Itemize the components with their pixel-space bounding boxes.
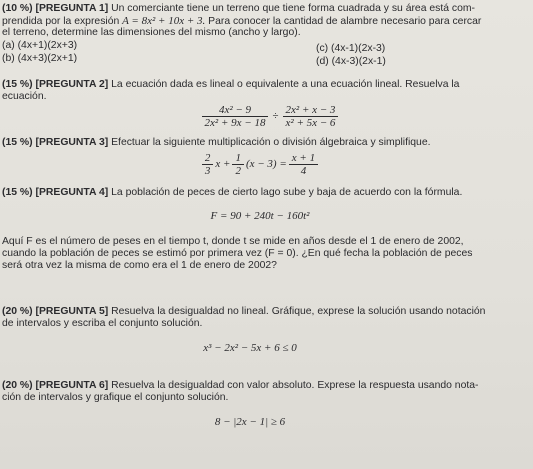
q3-line-1 [2,137,431,149]
q2-text-1: La ecuación dada es lineal o equivalente a una ecuación lineal. Resuelva la [108,79,460,90]
q3-fraction-2-denominator: 2 [235,165,241,177]
q2-fraction-1-numerator: 4x² − 9 [202,104,269,117]
q2-fraction-2-numerator: 2x² + x − 3 [283,104,339,117]
q2-fraction-1 [202,104,269,129]
q1-option-b-text: (b) (4x+3)(2x+1) [2,53,78,64]
q1-text-1: Un comerciante tiene un terreno que tiene forma cuadrada y su área está com- [108,3,475,14]
q3-fraction-1 [202,152,214,177]
q2-fraction-1-denominator: 2x² + 9x − 18 [204,117,266,129]
q2-text-2: ecuación. [2,91,47,102]
q4-text-1: La población de peces de cierto lago sube y baja de acuerdo con la fórmula. [108,187,463,198]
q4-text-b: cuando la población de peces se estimó por primera vez (F = 0). ¿En qué fecha la población de peces [2,248,473,259]
q6-text-2: ción de intervalos y grafique el conjunto solución. [2,392,229,403]
q6-line-2 [2,392,228,404]
q1-text-2b: Para conocer la cantidad de alambre necesario para cercar [205,16,482,27]
q5-text-2: de intervalos y escriba el conjunto solución. [2,318,203,329]
q1-line-3 [2,27,301,39]
q1-option-c-text: (c) (4x-1)(2x-3) [316,43,386,54]
q1-option-d-text: (d) (4x-3)(2x-1) [316,56,386,67]
q4-text-a: Aquí F es el número de peses en el tiempo t, donde t se mide en años desde el 1 de enero de 2002, [2,236,464,247]
q4-line-1 [2,187,462,199]
q3-fraction-3 [289,152,318,177]
q5-inequality: x³ − 2x² − 5x + 6 ≤ 0 [203,342,297,354]
q4-heading: (15 %) [PREGUNTA 4] [2,187,109,198]
q3-fraction-1-numerator: 2 [202,152,214,165]
q1-text-2a: prendida por la expresión [2,16,123,27]
q1-option-d [316,56,386,68]
q3-fraction-1-denominator: 3 [204,165,211,177]
q1-text-3: el terreno, determine las dimensiones del mismo (ancho y largo). [2,27,301,38]
q1-option-a-text: (a) (4x+1)(2x+3) [2,40,78,51]
q2-division-sign: ÷ [272,110,279,123]
q1-line-1 [2,3,475,15]
q4-text-c: será otra vez la misma de como era el 1 de enero de 2002? [2,260,277,271]
q6-line-1 [2,380,479,392]
q1-area-expression: A = 8x² + 10x + 3. [122,15,206,27]
q3-fraction-3-numerator: x + 1 [289,152,318,165]
q5-line-2 [2,318,202,330]
q2-line-1 [2,79,459,91]
q5-heading: (20 %) [PREGUNTA 5] [2,306,109,317]
q3-fraction-3-denominator: 4 [300,165,307,177]
q2-line-2 [2,91,46,103]
q4-line-a [2,236,464,248]
q2-fraction-2-denominator: x² + 5x − 6 [285,117,336,129]
q6-inequality: 8 − |2x − 1| ≥ 6 [214,416,286,428]
q2-heading: (15 %) [PREGUNTA 2] [2,79,109,90]
q3-equation [180,152,340,177]
q3-text-1: Efectuar la siguiente multiplicación o división álgebraica y simplifique. [108,137,431,148]
q6-heading: (20 %) [PREGUNTA 6] [2,380,109,391]
q6-text-1: Resuelva la desigualdad con valor absoluto. Exprese la respuesta usando nota- [108,380,479,391]
q3-term-2: (x − 3) = [245,158,287,171]
q3-heading: (15 %) [PREGUNTA 3] [2,137,109,148]
q3-fraction-2-numerator: 1 [232,152,244,165]
q4-line-c [2,260,277,272]
q1-option-a [2,40,77,52]
q4-line-b [2,248,472,260]
q2-equation [180,104,360,129]
q3-fraction-2 [232,152,244,177]
q1-option-c [316,43,385,55]
q3-term-1: x + [215,158,231,171]
q4-formula: F = 90 + 240t − 160t² [210,210,310,222]
q2-fraction-2 [283,104,339,129]
q5-line-1 [2,306,485,318]
q1-option-b [2,53,77,65]
q5-text-1: Resuelva la desigualdad no lineal. Gráfique, exprese la solución usando notación [108,306,486,317]
q1-heading: (10 %) [PREGUNTA 1] [2,3,109,14]
